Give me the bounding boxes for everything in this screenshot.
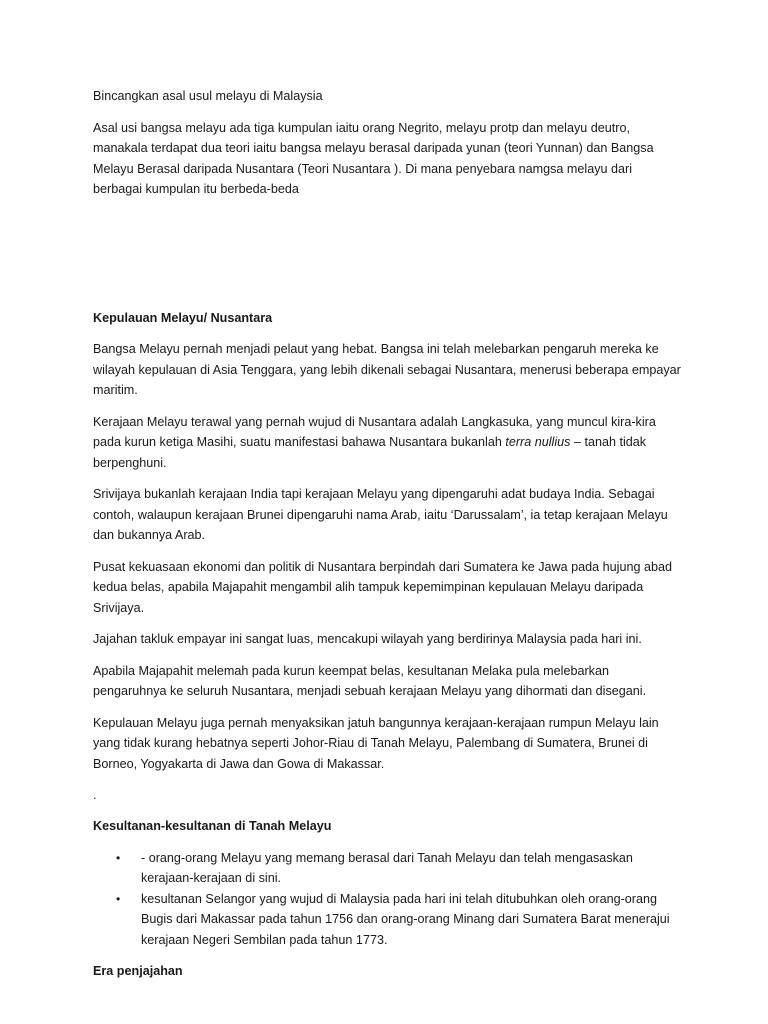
section-heading-kesultanan: Kesultanan-kesultanan di Tanah Melayu — [93, 819, 332, 833]
paragraph-langkasuka-text: Kerajaan Melayu terawal yang pernah wujud di Nusantara adalah Langkasuka, yang muncul kira-kira pada kurun ketiga Masihi, suatu manifestasi bahawa Nusantara bukanlah — [93, 414, 656, 449]
paragraph-majapahit-melaka: Apabila Majapahit melemah pada kurun keempat belas, kesultanan Melaka pula melebarkan pengaruhnya ke seluruh Nusantara, menjadi sebuah kerajaan Melayu yang dihormati dan disegani. — [93, 663, 647, 698]
blank-space — [93, 211, 683, 308]
section-heading-nusantara: Kepulauan Melayu/ Nusantara — [93, 310, 273, 325]
kesultanan-bullet-list — [93, 848, 683, 951]
list-item-text: kesultanan Selangor yang wujud di Malaysia pada hari ini telah ditubuhkan oleh orang-orang Bugis dari Makassar pada tahun 1756 dan orang-orang Minang dari Sumatera Barat menerajui kerajaan Negeri Sembilan pada tahun 1773. — [141, 891, 670, 947]
list-item-text: - orang-orang Melayu yang memang berasal dari Tanah Melayu dan telah mengasaskan kerajaan-kerajaan di sini. — [141, 850, 633, 885]
section-heading-era-penjajahan: Era penjajahan — [93, 964, 183, 978]
paragraph-pelaut: Bangsa Melayu pernah menjadi pelaut yang hebat. Bangsa ini telah melebarkan pengaruh mereka ke wilayah kepulauan di Asia Tenggara, yang lebih dikenali sebagai Nusantara, menerusi beberapa empayar maritim. — [93, 342, 681, 397]
paragraph-jajahan: Jajahan takluk empayar ini sangat luas, mencakupi wilayah yang berdirinya Malaysia pada hari ini. — [93, 632, 642, 646]
document-body — [93, 86, 683, 993]
list-item — [116, 848, 683, 889]
bullet-icon: • — [116, 850, 121, 865]
bullet-icon: • — [116, 891, 121, 906]
paragraph-srivijaya: Srivijaya bukanlah kerajaan India tapi kerajaan Melayu yang dipengaruhi adat budaya India. Sebagai contoh, walaupun kerajaan Brunei dipengaruhi nama Arab, iaitu ‘Darussalam’, ia tetap kerajaan Melayu dan bukannya Arab. — [93, 487, 668, 542]
paragraph-kerajaan-rumpun: Kepulauan Melayu juga pernah menyaksikan jatuh bangunnya kerajaan-kerajaan rumpun Melayu lain yang tidak kurang hebatnya seperti Johor-Riau di Tanah Melayu, Palembang di Sumatera, Brunei di Borneo, Yogyakarta di Jawa dan Gowa di Makassar. — [93, 715, 659, 771]
list-item — [116, 889, 683, 951]
document-title: Bincangkan asal usul melayu di Malaysia — [93, 89, 323, 103]
terra-nullius-italic: terra nullius — [505, 435, 571, 449]
paragraph-pusat-kekuasaan: Pusat kekuasaan ekonomi dan politik di Nusantara berpindah dari Sumatera ke Jawa pada hujung abad kedua belas, apabila Majapahit mengambil alih tampuk kepemimpinan kepulauan Melayu daripada Srivijaya. — [93, 559, 672, 615]
paragraph-langkasuka — [93, 412, 683, 474]
paragraph-langkasuka-tail: – tanah tidak berpenghuni. — [93, 435, 647, 470]
intro-paragraph: Asal usi bangsa melayu ada tiga kumpulan iaitu orang Negrito, melayu protp dan melayu deutro, manakala terdapat dua teori iaitu bangsa melayu berasal daripada yunan (teori Yunnan) dan Bangsa Melayu Berasal daripada Nusantara (Teori Nusantara ). Di mana penyebara namgsa melayu dari berbagai kumpulan itu berbeda-beda — [93, 120, 654, 196]
stray-dot: . — [93, 788, 97, 802]
